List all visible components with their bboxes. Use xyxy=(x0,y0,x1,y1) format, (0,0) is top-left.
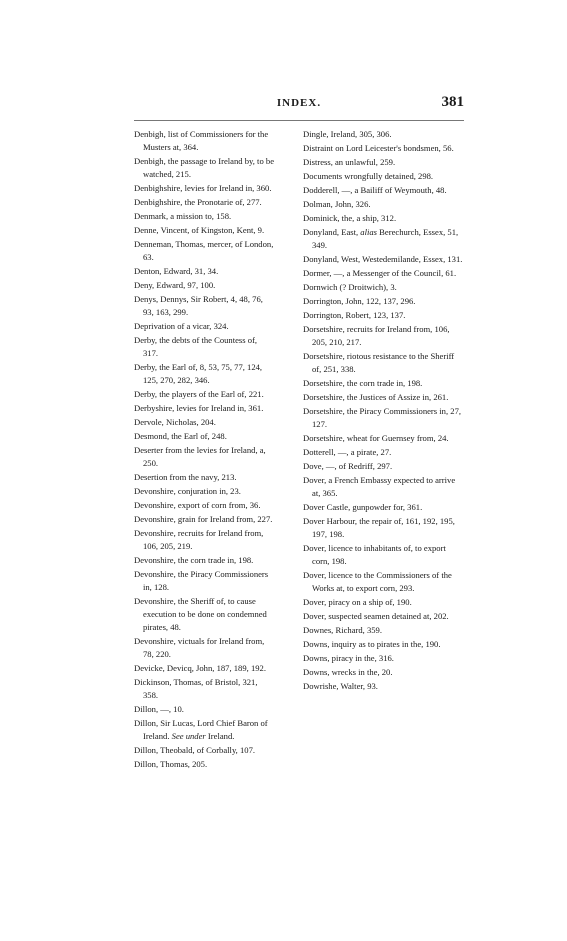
index-entry: Downs, wrecks in the, 20. xyxy=(303,667,393,677)
index-entry: Distraint on Lord Leicester's bondsmen, 56. xyxy=(303,143,454,153)
index-entry: Dingle, Ireland, 305, 306. xyxy=(303,129,392,139)
index-entry: Dover, licence to inhabitants of, to export corn, 198. xyxy=(303,543,446,566)
right-index-column xyxy=(303,128,464,694)
index-entry: Dorsetshire, the Justices of Assize in, 261. xyxy=(303,392,449,402)
index-entry: Dover Harbour, the repair of, 161, 192, 195, 197, 198. xyxy=(303,516,455,539)
index-entry: Dover, piracy on a ship of, 190. xyxy=(303,597,412,607)
index-entry: Dodderell, —, a Bailiff of Weymouth, 48. xyxy=(303,185,447,195)
left-index-column xyxy=(134,128,274,772)
index-entry: Dover, licence to the Commissioners of the Works at, to export corn, 293. xyxy=(303,570,452,593)
index-entry: Donyland, West, Westedemilande, Essex, 131. xyxy=(303,254,463,264)
index-entry: Dorsetshire, wheat for Guernsey from, 24. xyxy=(303,433,449,443)
index-entry: Denneman, Thomas, mercer, of London, 63. xyxy=(134,239,274,262)
index-entry: Denmark, a mission to, 158. xyxy=(134,211,232,221)
index-entry: Dornwich (? Droitwich), 3. xyxy=(303,282,397,292)
index-entry: Devicke, Devicq, John, 187, 189, 192. xyxy=(134,663,266,673)
header-rule xyxy=(134,120,464,121)
index-entry: Denton, Edward, 31, 34. xyxy=(134,266,219,276)
index-entry: Derby, the Earl of, 8, 53, 75, 77, 124, 125, 270, 282, 346. xyxy=(134,362,263,385)
index-entry: Dorsetshire, riotous resistance to the Sheriff of, 251, 338. xyxy=(303,351,455,374)
index-entry: Dover, suspected seamen detained at, 202. xyxy=(303,611,449,621)
page-header xyxy=(134,94,464,113)
index-entry: Deny, Edward, 97, 100. xyxy=(134,280,216,290)
index-entry: Derby, the debts of the Countess of, 317. xyxy=(134,335,258,358)
index-entry: Dowrishe, Walter, 93. xyxy=(303,681,378,691)
index-entry: Dillon, Theobald, of Corbally, 107. xyxy=(134,745,256,755)
index-entry: Deprivation of a vicar, 324. xyxy=(134,321,229,331)
index-entry: Dorrington, Robert, 123, 137. xyxy=(303,310,406,320)
index-entry: Denbigh, list of Commissioners for the Musters at, 364. xyxy=(134,129,269,152)
index-entry: Downes, Richard, 359. xyxy=(303,625,383,635)
index-entry: Dillon, Sir Lucas, Lord Chief Baron of Ireland. See under Ireland. xyxy=(134,718,268,741)
index-entry: Downs, inquiry as to pirates in the, 190. xyxy=(303,639,441,649)
index-entry: Downs, piracy in the, 316. xyxy=(303,653,394,663)
index-entry: Distress, an unlawful, 259. xyxy=(303,157,396,167)
index-entry: Dotterell, —, a pirate, 27. xyxy=(303,447,392,457)
index-entry: Desmond, the Earl of, 248. xyxy=(134,431,227,441)
index-entry: Donyland, East, alias Berechurch, Essex, 51, 349. xyxy=(303,227,459,250)
index-entry: Denne, Vincent, of Kingston, Kent, 9. xyxy=(134,225,265,235)
index-entry: Devonshire, grain for Ireland from, 227. xyxy=(134,514,273,524)
index-entry: Devonshire, the Sheriff of, to cause execution to be done on condemned pirates, 48. xyxy=(134,596,267,632)
index-entry: Derbyshire, levies for Ireland in, 361. xyxy=(134,403,264,413)
index-entry: Dorsetshire, the corn trade in, 198. xyxy=(303,378,423,388)
index-entry: Denbigh, the passage to Ireland by, to be watched, 215. xyxy=(134,156,275,179)
index-entry: Dickinson, Thomas, of Bristol, 321, 358. xyxy=(134,677,258,700)
index-entry: Denbighshire, levies for Ireland in, 360. xyxy=(134,183,272,193)
index-entry: Dorrington, John, 122, 137, 296. xyxy=(303,296,416,306)
index-entry: Dover, a French Embassy expected to arrive at, 365. xyxy=(303,475,456,498)
index-entry: Devonshire, export of corn from, 36. xyxy=(134,500,261,510)
index-entry: Desertion from the navy, 213. xyxy=(134,472,237,482)
index-entry: Dorsetshire, recruits for Ireland from, 106, 205, 210, 217. xyxy=(303,324,450,347)
index-entry: Devonshire, recruits for Ireland from, 106, 205, 219. xyxy=(134,528,264,551)
index-entry: Denys, Dennys, Sir Robert, 4, 48, 76, 93, 163, 299. xyxy=(134,294,263,317)
index-entry: Dillon, —, 10. xyxy=(134,704,184,714)
index-entry: Devonshire, conjuration in, 23. xyxy=(134,486,241,496)
index-entry: Dormer, —, a Messenger of the Council, 61. xyxy=(303,268,457,278)
index-entry: Dover Castle, gunpowder for, 361. xyxy=(303,502,423,512)
index-entry: Dolman, John, 326. xyxy=(303,199,371,209)
index-entry: Devonshire, the corn trade in, 198. xyxy=(134,555,254,565)
index-entry: Devonshire, the Piracy Commissioners in, 128. xyxy=(134,569,269,592)
index-entry: Dove, —, of Redriff, 297. xyxy=(303,461,393,471)
index-entry: Dillon, Thomas, 205. xyxy=(134,759,208,769)
index-entry: Dervole, Nicholas, 204. xyxy=(134,417,216,427)
index-entry: Devonshire, victuals for Ireland from, 78, 220. xyxy=(134,636,265,659)
index-entry: Denbighshire, the Pronotarie of, 277. xyxy=(134,197,262,207)
index-entry: Dorsetshire, the Piracy Commissioners in, 27, 127. xyxy=(303,406,462,429)
page-number: 381 xyxy=(441,94,464,110)
index-entry: Derby, the players of the Earl of, 221. xyxy=(134,389,264,399)
index-entry: Documents wrongfully detained, 298. xyxy=(303,171,434,181)
page-title: INDEX. xyxy=(276,97,322,109)
index-entry: Dominick, the, a ship, 312. xyxy=(303,213,397,223)
index-entry: Deserter from the levies for Ireland, a, 250. xyxy=(134,445,266,468)
